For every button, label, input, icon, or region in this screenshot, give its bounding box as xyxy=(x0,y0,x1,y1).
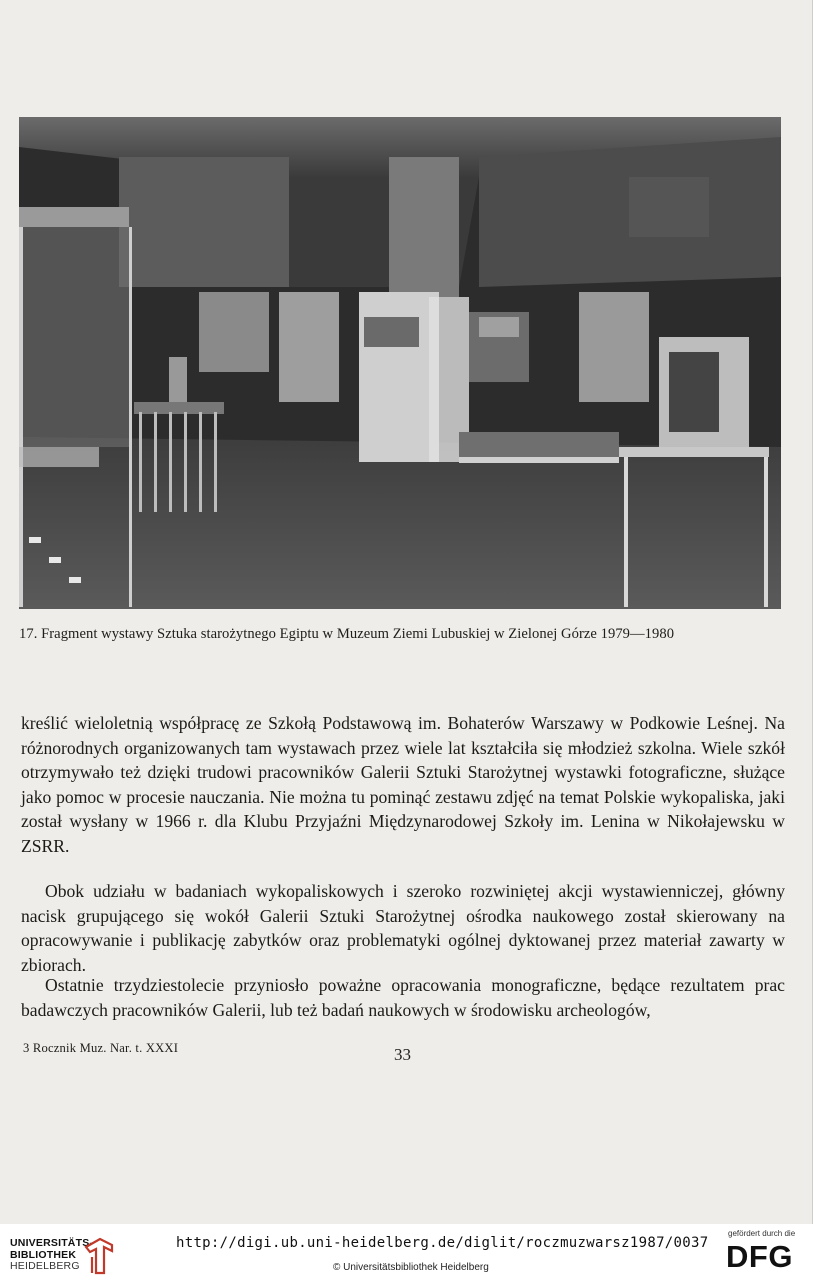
funding-note: gefördert durch die xyxy=(728,1229,796,1238)
dfg-logo[interactable]: DFG xyxy=(726,1239,793,1274)
digitization-footer xyxy=(0,1224,817,1283)
institution-line-1: UNIVERSITÄTS- xyxy=(10,1237,94,1249)
page-number: 33 xyxy=(394,1045,411,1064)
institution-line-2: BIBLIOTHEK xyxy=(10,1248,77,1261)
paragraph-1-text: kreślić wieloletnią współpracę ze Szkołą Podstawową im. Bohaterów Warszawy w Podkowie Leśnej. Na różnorodnych organizowanych tam wystawach przez wiele lat kształciła się młodzież szkolna. Wiele szkół otrzymywało też dzięki trudowi pracowników Galerii Sztuki Starożytnej wystawki fotograficzne, służące jako pomoc w procesie nauczania. Nie można tu pominąć zestawu zdjęć na temat Polskie wykopaliska, jaki został wysłany w 1966 r. dla Klubu Przyjaźni Międzynarodowej Szkoły im. Lenina w Nikołajewsku w ZSRR. xyxy=(21,713,785,856)
exhibition-photo xyxy=(19,117,781,609)
permalink-url[interactable]: http://digi.ub.uni-heidelberg.de/diglit/roczmuzwarsz1987/0037 xyxy=(176,1235,709,1251)
museum-exhibition-photo-icon xyxy=(19,117,781,609)
heidelberg-mark-icon xyxy=(82,1233,116,1277)
footnote: 3 Rocznik Muz. Nar. t. XXXI xyxy=(23,1041,179,1055)
copyright-notice: © Universitätsbibliothek Heidelberg xyxy=(333,1262,489,1273)
paragraph-1 xyxy=(21,711,785,859)
figure-caption: 17. Fragment wystawy Sztuka starożytnego Egiptu w Muzeum Ziemi Lubuskiej w Zielonej Górze 1979—1980 xyxy=(19,626,675,642)
paragraph-2-text: Obok udziału w badaniach wykopaliskowych i szeroko rozwiniętej akcji wystawienniczej, główny nacisk grupującego się wokół Galerii Sztuki Starożytnej ośrodka naukowego został skierowany na opracowywanie i publikację zabytków oraz problematyki ogólnej dyktowanej przez materiał zawarty w zbiorach. xyxy=(21,881,785,975)
university-library-logo[interactable] xyxy=(10,1238,93,1273)
paragraph-2 xyxy=(21,879,785,977)
paragraph-3-text: Ostatnie trzydziestolecie przyniosło poważne opracowania monograficzne, będące rezultatem prac badawczych pracowników Galerii, lub też badań naukowych w środowisku archeologów, xyxy=(21,975,785,1020)
institution-line-3: HEIDELBERG xyxy=(10,1260,80,1272)
paragraph-3 xyxy=(21,973,785,1022)
